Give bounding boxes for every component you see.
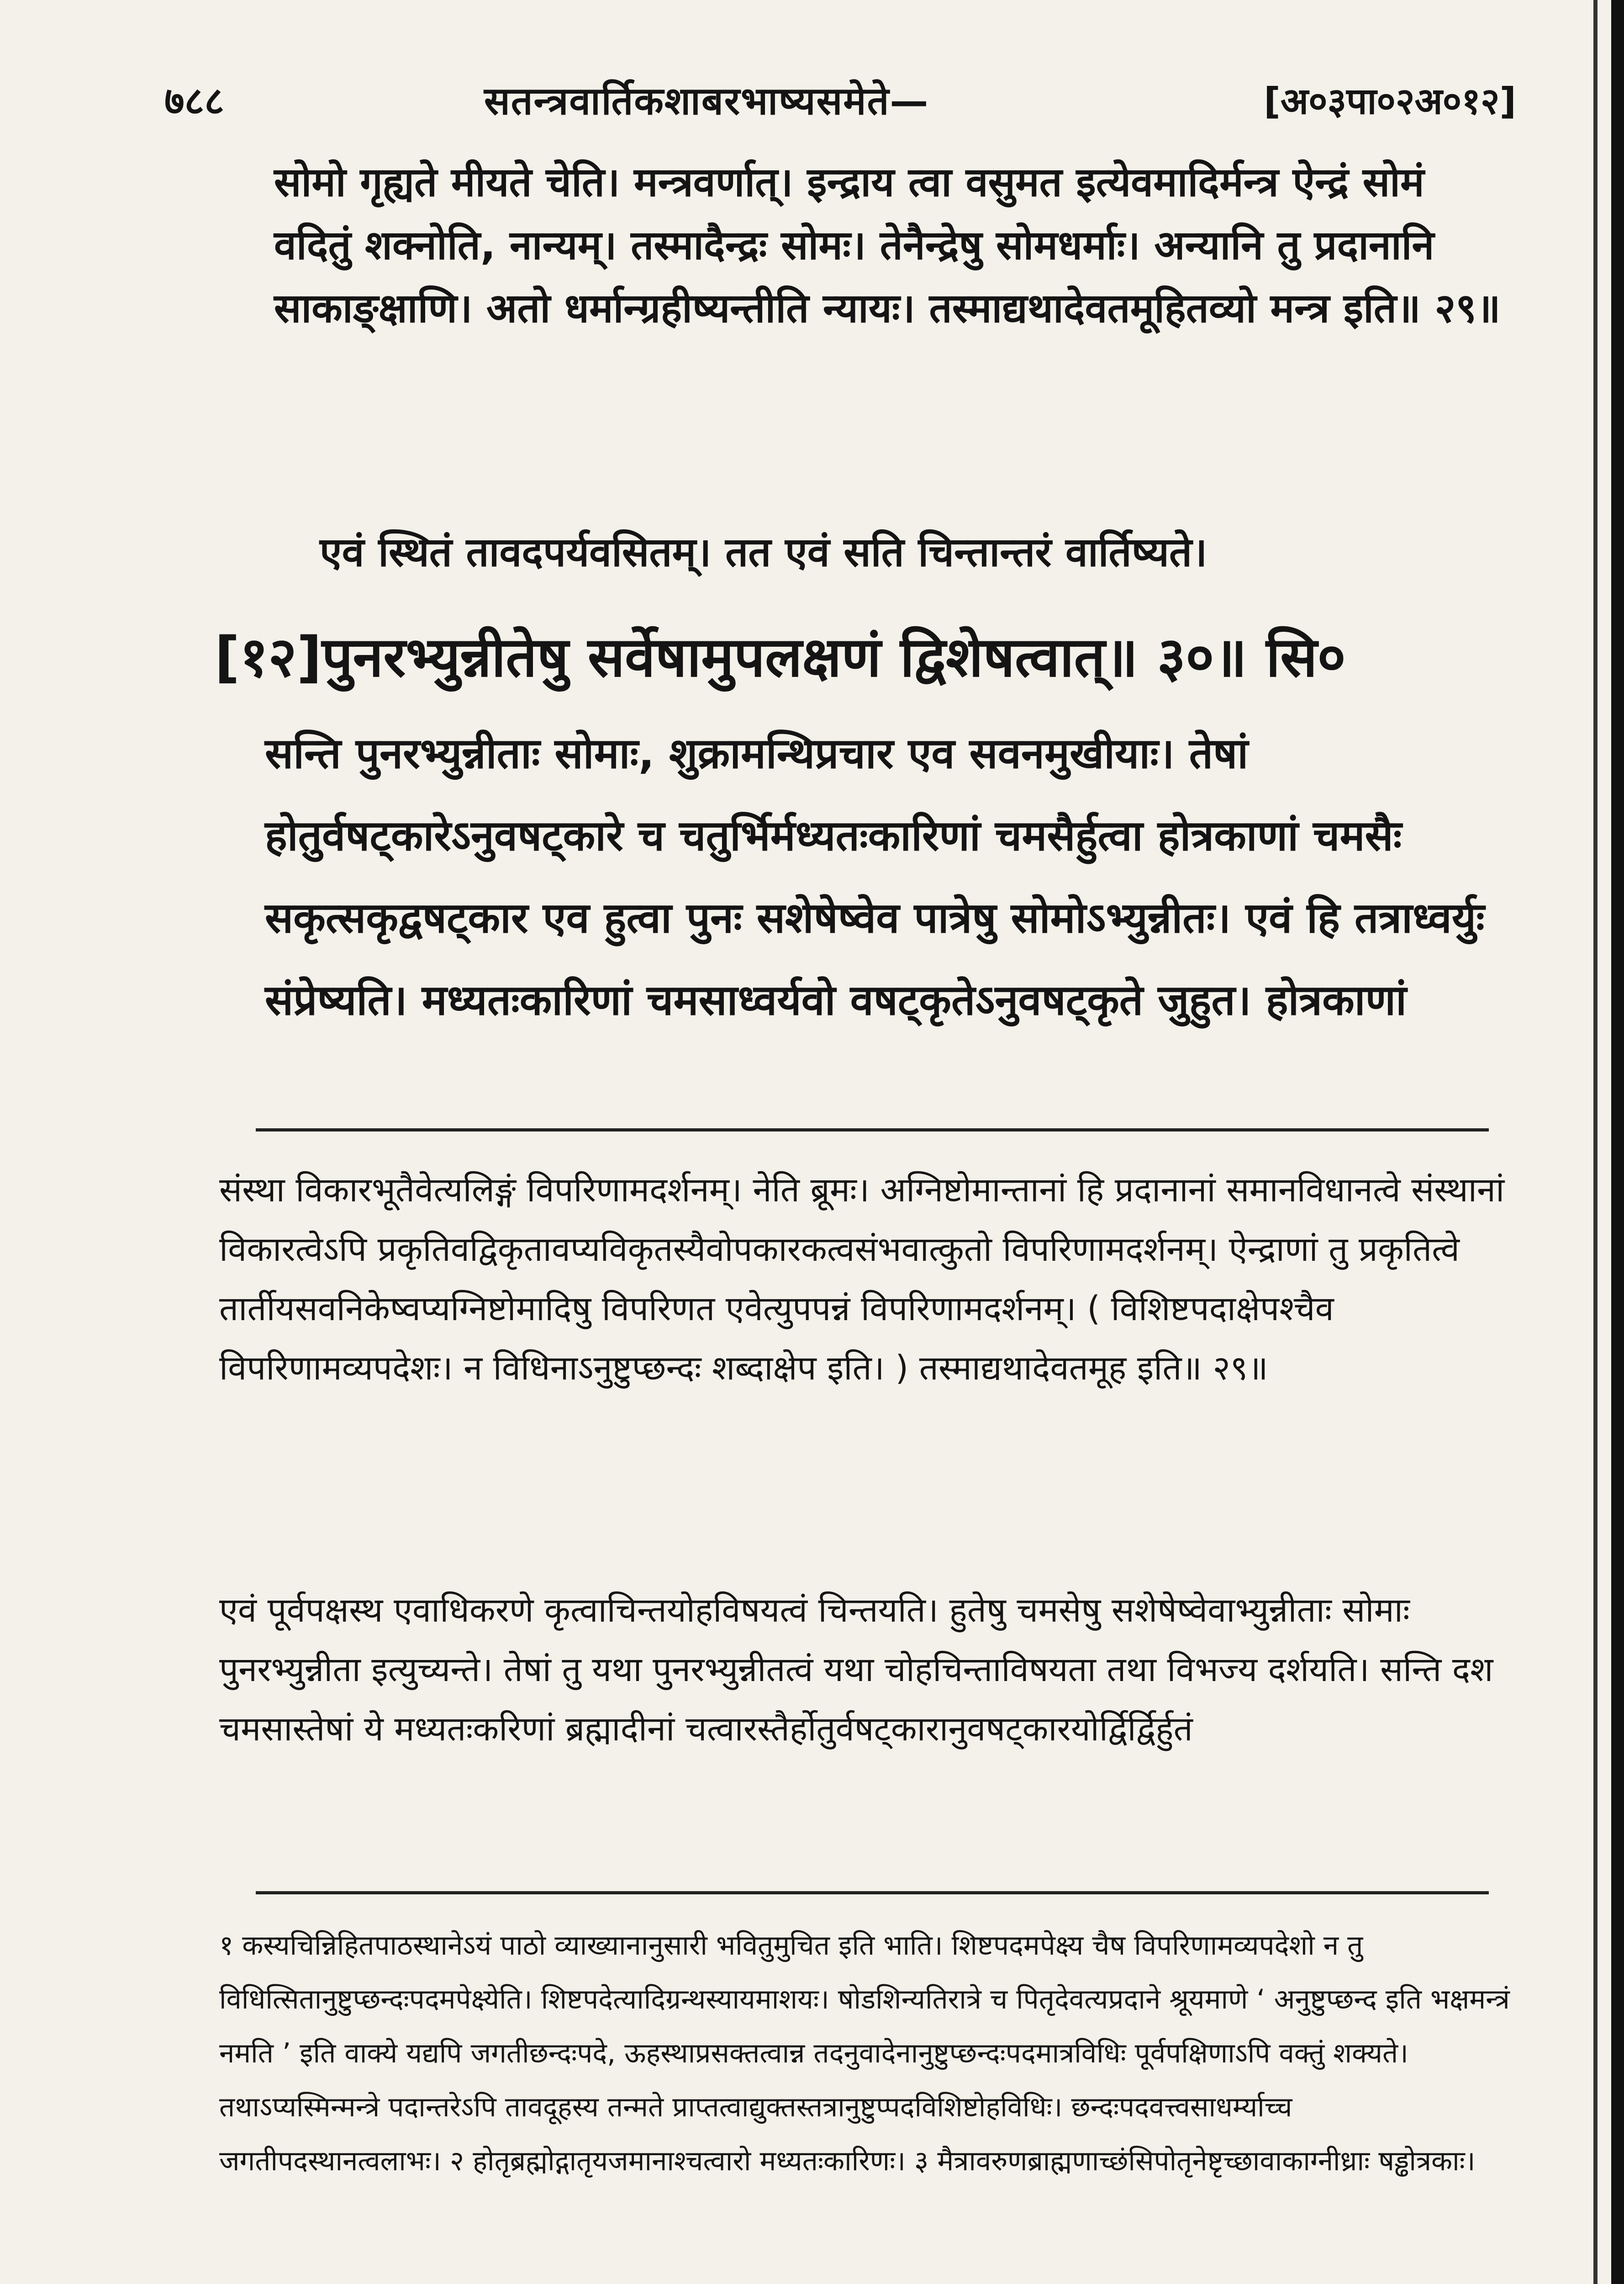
bhashya-paragraph: सोमो गृह्यते मीयते चेति। मन्त्रवर्णात्। इन्द्राय त्वा वसुमत इत्येवमादिर्मन्त्र ऐन्द्रं सोमं वदितुं शक्नोति, नान्यम्। तस्मादैन्द्रः सोमः। तेनैन्द्रेषु सोमधर्माः। अन्यानि तु प्रदानानि साकाङ्क्षाणि। अतो धर्मान्ग्रहीष्यन्तीति न्यायः। तस्माद्यथादेवतमूहितव्यो मन्त्र इति॥ २९॥ [274, 159, 1501, 332]
bhashya-transition-line: एवं स्थितं तावदपर्यवसितम्। तत एवं सति चिन्तान्तरं वार्तिष्यते। [320, 529, 1207, 576]
tantravartika-paragraph: संस्था विकारभूतैवेत्यलिङ्गं विपरिणामदर्शनम्। नेति ब्रूमः। अग्निष्टोमान्तानां हि प्रदानानां समानविधानत्वे संस्थानां विकारत्वेऽपि प्रकृतिवद्विकृतावप्यविकृतस्यैवोपकारकत्वसंभवात्कुतो विपरिणामदर्शनम्। ऐन्द्राणां तु प्रकृतित्वे तार्तीयसवनिकेष्वप्यग्निष्टोमादिषु विपरिणत एवेत्युपपन्नं विपरिणामदर्शनम्। ( विशिष्टपदाक्षेपश्चैव विपरिणामव्यपदेशः। न विधिनाऽनुष्टुप्छन्दः शब्दाक्षेप इति। ) तस्माद्यथादेवतमूह इति॥ २९॥ [219, 1170, 1505, 1388]
page-header [164, 69, 1516, 132]
footnote-divider [256, 1891, 1489, 1894]
bhashya-commentary: सन्ति पुनरभ्युन्नीताः सोमाः, शुक्रामन्थिप्रचार एव सवनमुखीयाः। तेषां होतुर्वषट्कारेऽनुवषट्कारे च चतुर्भिर्मध्यतःकारिणां चमसैर्हुत्वा होत्रकाणां चमसैः सकृत्सकृद्वषट्कार एव हुत्वा पुनः सशेषेष्वेव पात्रेषु सोमोऽभ्युन्नीतः। एवं हि तत्राध्वर्युः संप्रेष्यति। मध्यतःकारिणां चमसाध्वर्यवो वषट्कृतेऽनुवषट्कृते जुहुत। होत्रकाणां [265, 729, 1485, 1025]
running-title: सतन्त्रवार्तिकशाबरभाष्यसमेते— [484, 79, 929, 123]
section-divider [256, 1128, 1489, 1131]
section-reference: [अ०३पा०२अ०१२] [1264, 80, 1516, 122]
sutra-heading: [१२]पुनरभ्युन्नीतेषु सर्वेषामुपलक्षणं द्विशेषत्वात्॥ ३०॥ सि० [215, 626, 1346, 689]
page-number: ७८८ [164, 79, 225, 123]
page-edge-line-right [1593, 0, 1598, 2284]
footnotes: १ कस्यचिन्निहितपाठस्थानेऽयं पाठो व्याख्यानानुसारी भवितुमुचित इति भाति। शिष्टपदमपेक्ष्य चैष विपरिणामव्यपदेशो न तु विधित्सितानुष्टुप्छन्दःपदमपेक्ष्येति। शिष्टपदेत्यादिग्रन्थस्यायमाशयः। षोडशिन्यतिरात्रे च पितृदेवत्यप्रदाने श्रूयमाणे ‘ अनुष्टुप्छन्द इति भक्षमन्त्रं नमति ’ इति वाक्ये यद्यपि जगतीछन्दःपदे, ऊहस्थाप्रसक्तत्वान्न तदनुवादेनानुष्टुप्छन्दःपदमात्रविधिः पूर्वपक्षिणाऽपि वक्तुं शक्यते। तथाऽप्यस्मिन्मन्त्रे पदान्तरेऽपि तावदूहस्य तन्मते प्राप्तत्वाद्युक्तस्तत्रानुष्टुप्पदविशिष्टोहविधिः। छन्दःपदवत्त्वसाधर्म्याच्च जगतीपदस्थानत्वलाभः। २ होतृब्रह्मोद्गातृयजमानाश्चत्वारो मध्यतःकारिणः। ३ मैत्रावरुणब्राह्मणाच्छंसिपोतृनेष्टृच्छावाकाग्नीध्राः षड्ढोत्रकाः। [219, 1930, 1510, 2177]
tantravartika-paragraph: एवं पूर्वपक्षस्थ एवाधिकरणे कृत्वाचिन्तयोहविषयत्वं चिन्तयति। हुतेषु चमसेषु सशेषेष्वेवाभ्युन्नीताः सोमाः पुनरभ्युन्नीता इत्युच्यन्ते। तेषां तु यथा पुनरभ्युन्नीतत्वं यथा चोहचिन्ताविषयता तथा विभज्य दर्शयति। सन्ति दश चमसास्तेषां ये मध्यतःकरिणां ब्रह्मादीनां चत्वारस्तैर्होतुर्वषट्कारानुवषट्कारयोर्द्विर्द्विर्हुतं [219, 1591, 1493, 1749]
page-edge-shadow-right [1611, 0, 1624, 2284]
